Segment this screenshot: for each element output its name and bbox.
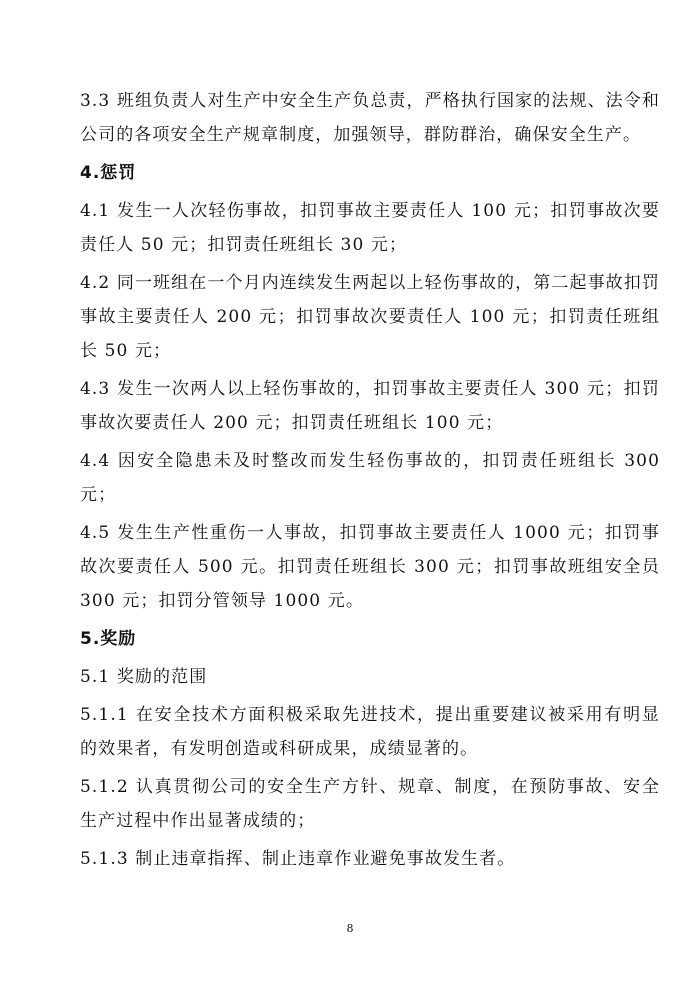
paragraph-5-1-2: 5.1.2 认真贯彻公司的安全生产方针、规章、制度，在预防事故、安全生产过程中作出显著成绩的； bbox=[80, 777, 660, 831]
page-number: 8 bbox=[346, 922, 354, 935]
paragraph-4-4: 4.4 因安全隐患未及时整改而发生轻伤事故的，扣罚责任班组长 300 元； bbox=[80, 451, 660, 505]
paragraph-4-5: 4.5 发生生产性重伤一人事故，扣罚事故主要责任人 1000 元；扣罚事故次要责任人 500 元。扣罚责任班组长 300 元；扣罚事故班组安全员 300 元；扣罚分管领导 1000 元。 bbox=[80, 523, 660, 611]
paragraph-4-1: 4.1 发生一人次轻伤事故，扣罚事故主要责任人 100 元；扣罚事故次要责任人 50 元；扣罚责任班组长 30 元； bbox=[80, 201, 660, 255]
section-heading-reward: 5.奖励 bbox=[80, 629, 137, 649]
paragraph-3-3: 3.3 班组负责人对生产中安全生产负总责，严格执行国家的法规、法令和公司的各项安全生产规章制度，加强领导，群防群治，确保安全生产。 bbox=[80, 91, 660, 145]
paragraph-5-1-3: 5.1.3 制止违章指挥、制止违章作业避免事故发生者。 bbox=[80, 849, 516, 869]
document-body bbox=[80, 84, 660, 880]
paragraph-4-2: 4.2 同一班组在一个月内连续发生两起以上轻伤事故的，第二起事故扣罚事故主要责任人 200 元；扣罚事故次要责任人 100 元；扣罚责任班组长 50 元； bbox=[80, 273, 660, 361]
paragraph-5-1-1: 5.1.1 在安全技术方面积极采取先进技术，提出重要建议被采用有明显的效果者，有发明创造或科研成果，成绩显著的。 bbox=[80, 705, 660, 759]
paragraph-5-1: 5.1 奖励的范围 bbox=[80, 667, 208, 687]
paragraph-4-3: 4.3 发生一次两人以上轻伤事故的，扣罚事故主要责任人 300 元；扣罚事故次要责任人 200 元；扣罚责任班组长 100 元； bbox=[80, 379, 660, 433]
section-heading-penalty: 4.惩罚 bbox=[80, 163, 137, 183]
